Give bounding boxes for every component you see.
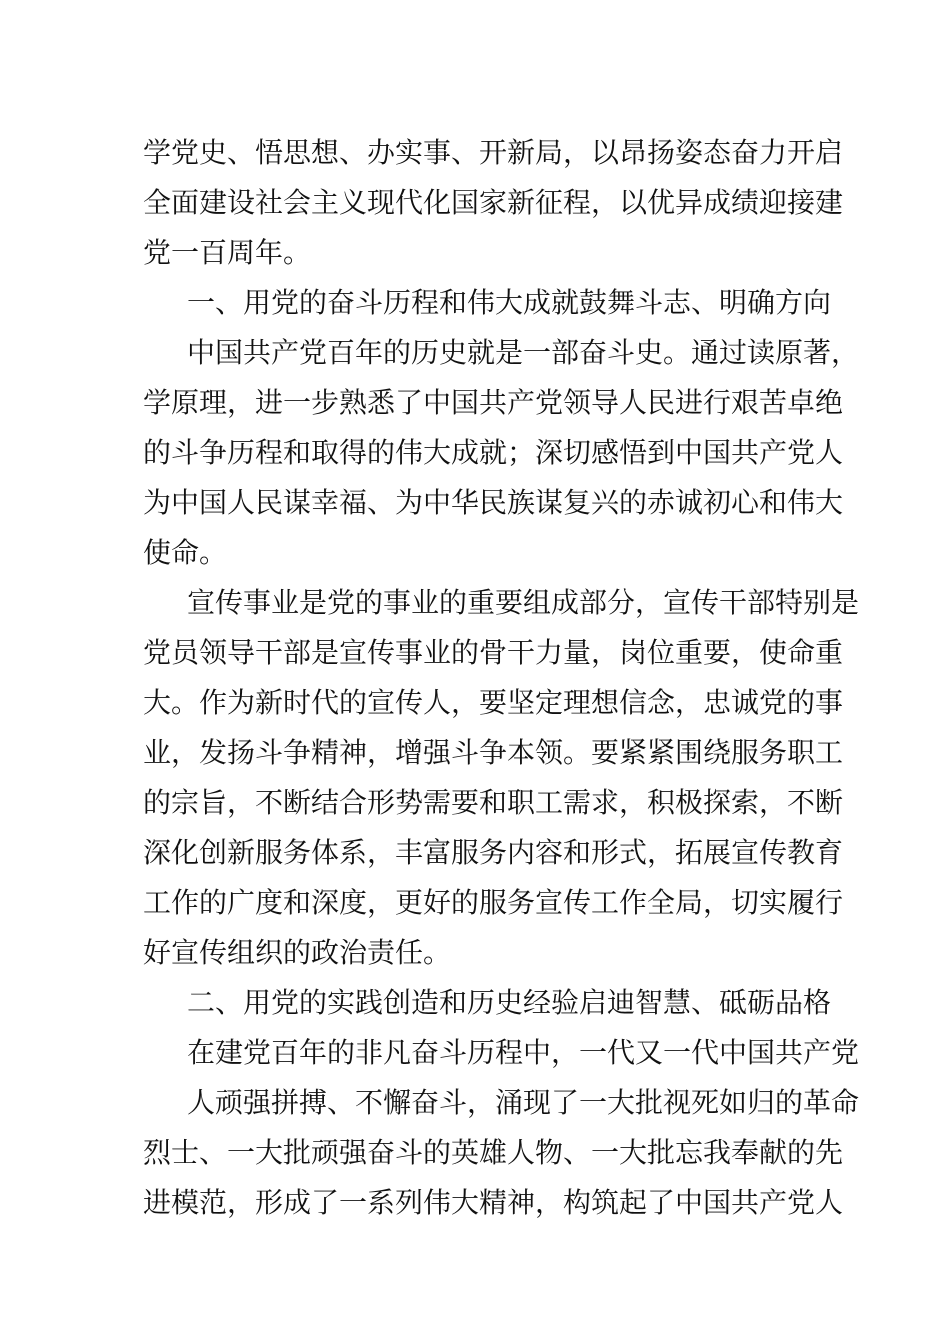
- paragraph-line: 进模范，形成了一系列伟大精神，构筑起了中国共产党人: [143, 1186, 844, 1219]
- paragraph-line: 在建党百年的非凡奋斗历程中，一代又一代中国共产党: [187, 1036, 860, 1069]
- paragraph-line: 烈士、一大批顽强奋斗的英雄人物、一大批忘我奉献的先: [143, 1136, 844, 1169]
- paragraph-line: 学党史、悟思想、办实事、开新局，以昂扬姿态奋力开启: [143, 136, 844, 169]
- paragraph-line: 好宣传组织的政治责任。: [143, 936, 452, 969]
- paragraph-line: 人顽强拼搏、不懈奋斗，涌现了一大批视死如归的革命: [187, 1086, 860, 1119]
- paragraph-line: 为中国人民谋幸福、为中华民族谋复兴的赤诚初心和伟大: [143, 486, 844, 519]
- paragraph-line: 宣传事业是党的事业的重要组成部分，宣传干部特别是: [187, 586, 860, 619]
- paragraph-line: 大。作为新时代的宣传人，要坚定理想信念，忠诚党的事: [143, 686, 844, 719]
- paragraph-line: 的宗旨，不断结合形势需要和职工需求，积极探索，不断: [143, 786, 844, 819]
- section-heading-1: 一、用党的奋斗历程和伟大成就鼓舞斗志、明确方向: [187, 286, 832, 319]
- paragraph-line: 中国共产党百年的历史就是一部奋斗史。通过读原著，: [187, 336, 860, 369]
- paragraph-line: 党员领导干部是宣传事业的骨干力量，岗位重要，使命重: [143, 636, 844, 669]
- paragraph-line: 全面建设社会主义现代化国家新征程，以优异成绩迎接建: [143, 186, 844, 219]
- paragraph-line: 使命。: [143, 536, 228, 569]
- paragraph-line: 深化创新服务体系，丰富服务内容和形式，拓展宣传教育: [143, 836, 844, 869]
- paragraph-line: 业，发扬斗争精神，增强斗争本领。要紧紧围绕服务职工: [143, 736, 844, 769]
- paragraph-line: 学原理，进一步熟悉了中国共产党领导人民进行艰苦卓绝: [143, 386, 844, 419]
- section-heading-2: 二、用党的实践创造和历史经验启迪智慧、砥砺品格: [187, 986, 832, 1019]
- paragraph-line: 的斗争历程和取得的伟大成就；深切感悟到中国共产党人: [143, 436, 844, 469]
- paragraph-line: 党一百周年。: [143, 236, 312, 269]
- document-body: [143, 128, 860, 1228]
- paragraph-line: 工作的广度和深度，更好的服务宣传工作全局，切实履行: [143, 886, 844, 919]
